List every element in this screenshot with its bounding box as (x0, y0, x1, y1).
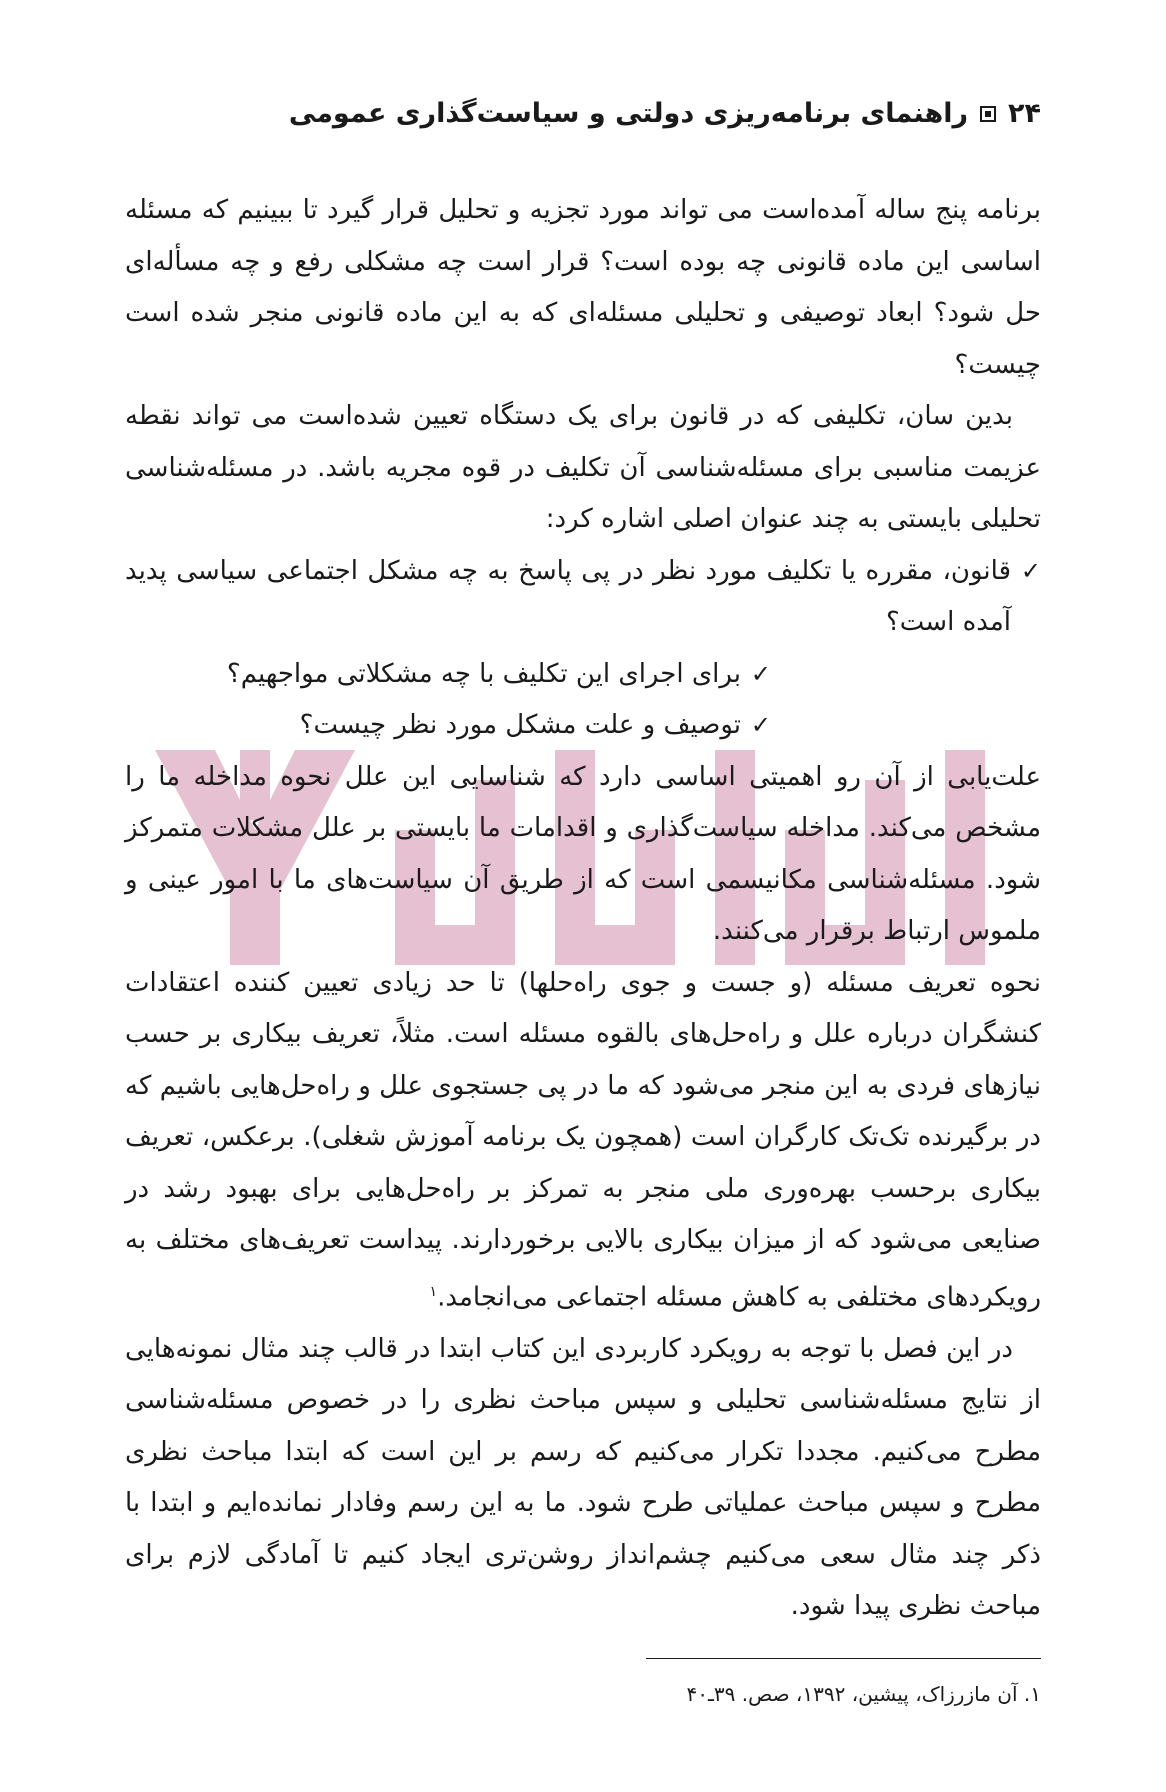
book-title: راهنمای برنامه‌ریزی دولتی و سیاست‌گذاری عمومی (288, 98, 969, 129)
running-header (289, 98, 1041, 129)
footnote-divider (646, 1658, 1041, 1659)
check-icon: ✓ (750, 711, 771, 739)
paragraph-4-text: نحوه تعریف مسئله (و جست و جوی راه‌حلها) تا حد زیادی تعیین کننده اعتقادات کنشگران درباره علل و راه‌حل‌های بالقوه مسئله است. مثلاً، تعریف بیکاری بر حسب نیازهای فردی به این منجر می‌شود که ما در پی جستجوی علل و راه‌حل‌هایی باشیم که در برگیرنده تک‌تک کارگران است (همچون یک برنامه آموزش شغلی). برعکس، تعریف بیکاری برحسب بهره‌وری ملی منجر به تمرکز بر راه‌حل‌هایی برای بهبود رشد در صنایعی می‌شود که از میزان بیکاری بالایی برخوردارند. پیداست تعریف‌های مختلف به رویکردهای مختلفی به کاهش مسئله اجتماعی می‌انجامد. (125, 967, 1041, 1313)
check-icon: ✓ (750, 659, 771, 688)
checklist-item-2 (125, 649, 1041, 701)
check-icon: ✓ (1020, 556, 1041, 585)
checklist-item-3 (125, 700, 1041, 752)
paragraph-2: بدین سان، تکلیفی که در قانون برای یک دستگاه تعیین شده‌است می تواند نقطه عزیمت مناسبی برای مسئله‌شناسی آن تکلیف در قوه مجریه باشد. در مسئله‌شناسی تحلیلی بایستی به چند عنوان اصلی اشاره کرد: (125, 401, 1041, 534)
checklist-item-text: توصیف و علت مشکل مورد نظر چیست؟ (299, 710, 741, 740)
footnote-reference[interactable]: ١ (429, 1283, 438, 1300)
checklist-item-text: برای اجرای این تکلیف با چه مشکلاتی مواجهیم؟ (226, 658, 741, 689)
paragraph-4 (125, 958, 1041, 1324)
body-text (125, 185, 1041, 1633)
checklist-item-text: قانون، مقرره یا تکلیف مورد نظر در پی پاسخ به چه مشکل اجتماعی سیاسی پدید آمده است؟ (125, 555, 1011, 637)
paragraph-3: علت‌یابی از آن رو اهمیتی اساسی دارد که شناسایی این علل نحوه مداخله ما را مشخص می‌کند. مداخله سیاست‌گذاری و اقدامات ما بایستی بر علل مشکلات متمرکز شود. مسئله‌شناسی مکانیسمی است که از طریق آن سیاست‌های ما با امور عینی و ملموس ارتباط برقرار می‌کنند. (125, 761, 1041, 946)
header-square-icon (980, 106, 996, 122)
page-number: ۲۴ (1008, 98, 1041, 129)
footnote: ١. آن مازرزاک، پیشین، ۱۳۹۲، صص. ۳۹ـ۴۰ (686, 1682, 1041, 1706)
checklist-item-1 (125, 546, 1041, 649)
paragraph-5: در این فصل با توجه به رویکرد کاربردی این کتاب ابتدا در قالب چند مثال نمونه‌هایی از نتایج مسئله‌شناسی تحلیلی و سپس مباحث نظری را در خصوص مسئله‌شناسی مطرح می‌کنیم. مجددا تکرار می‌کنیم که رسم بر این است که ابتدا مباحث نظری مطرح و سپس مباحث عملیاتی طرح شود. ما به این رسم وفادار نمانده‌ایم و ابتدا با ذکر چند مثال سعی می‌کنیم چشم‌انداز روشن‌تری ایجاد کنیم تا آمادگی لازم برای مباحث نظری پیدا شود. (125, 1333, 1041, 1622)
paragraph-1: برنامه پنج ساله آمده‌است می تواند مورد تجزیه و تحلیل قرار گیرد تا ببینیم که مسئله اساسی این ماده قانونی چه بوده است؟ قرار است چه مشکلی رفع و چه مسأله‌ای حل شود؟ ابعاد توصیفی و تحلیلی مسئله‌ای که به این ماده قانونی منجر شده است چیست؟ (125, 195, 1041, 380)
